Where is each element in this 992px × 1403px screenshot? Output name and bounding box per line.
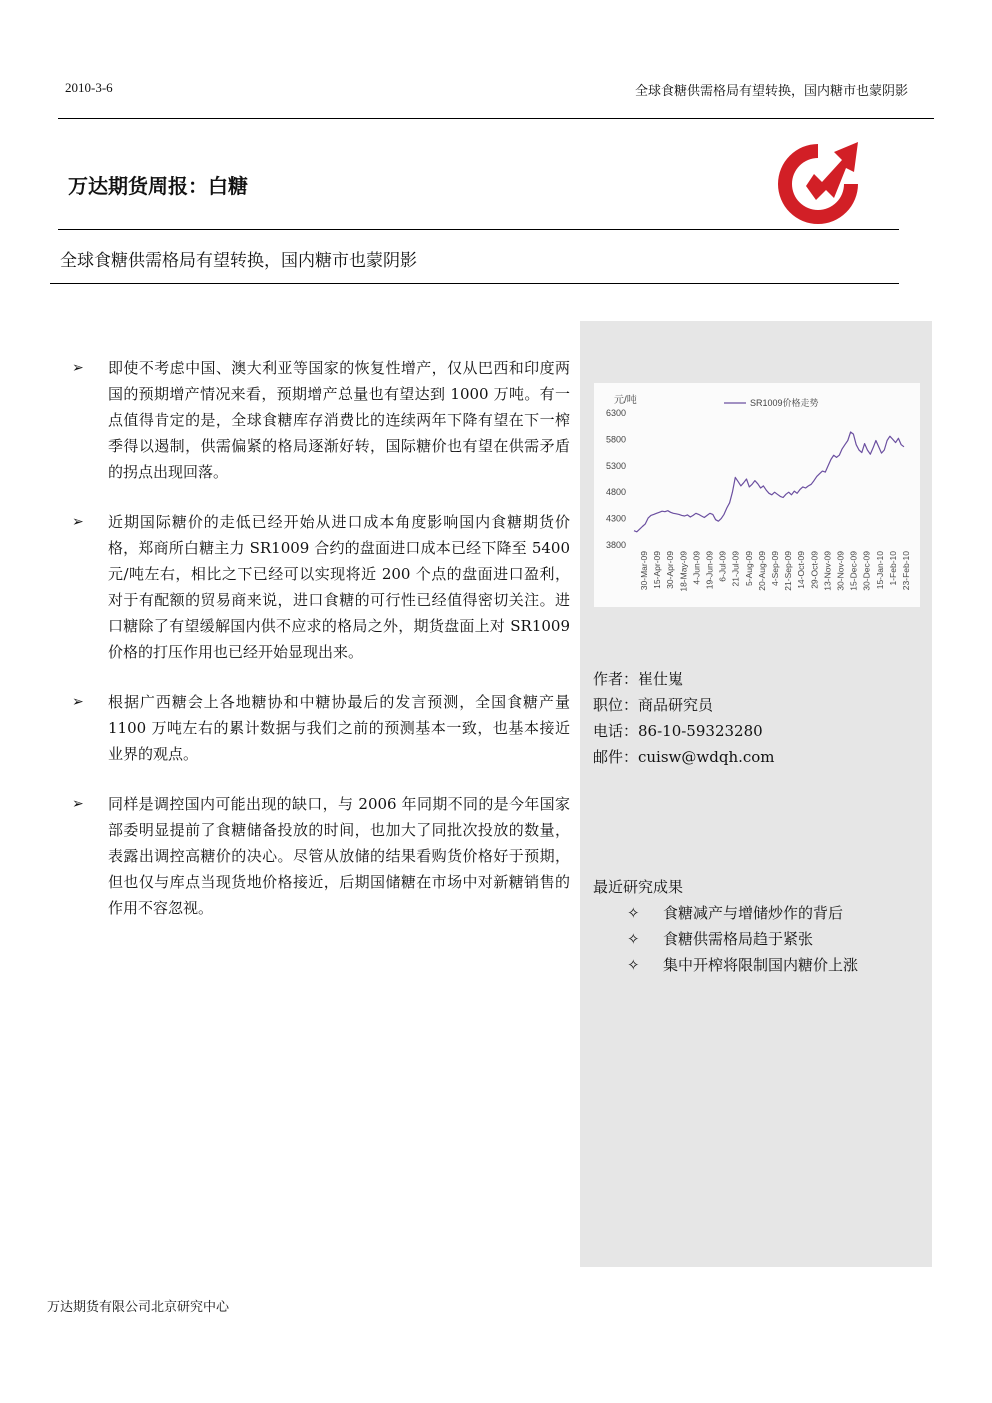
series-line-sr1009	[634, 432, 904, 532]
x-tick-label: 29-Oct-09	[809, 551, 820, 589]
document-title: 万达期货周报：白糖	[68, 174, 248, 198]
wanda-futures-logo	[772, 138, 864, 228]
x-tick-label: 30-Mar-09	[639, 551, 649, 591]
author-name: 作者：崔仕嵬	[593, 670, 684, 688]
bullet-text: 根据广西糖会上各地糖协和中糖协最后的发言预测，全国食糖产量 1100 万吨左右的累计数据与我们之前的预测基本一致，也基本接近业界的观点。	[108, 693, 570, 763]
bullet-item	[70, 509, 570, 665]
x-tick-label: 15-Jan-10	[874, 551, 885, 590]
x-tick-label: 4-Sep-09	[770, 551, 780, 586]
recent-research-heading: 最近研究成果	[593, 878, 684, 896]
price-chart	[594, 383, 920, 607]
arrow-bullet-icon: ➢	[72, 694, 84, 710]
y-tick-label: 5800	[605, 434, 626, 445]
author-info	[593, 666, 775, 770]
arrow-bullet-icon: ➢	[72, 360, 84, 376]
author-phone: 电话：86-10-59323280	[593, 722, 763, 740]
recent-research-item	[593, 926, 858, 952]
x-tick-label: 21-Sep-09	[783, 551, 794, 591]
recent-research-item	[593, 952, 858, 978]
x-tick-label: 30-Apr-09	[665, 551, 676, 589]
x-tick-label: 30-Nov-09	[835, 551, 846, 591]
subtitle: 全球食糖供需格局有望转换，国内糖市也蒙阴影	[60, 251, 417, 271]
header-date: 2010-3-6	[65, 80, 113, 95]
author-position: 职位：商品研究员	[593, 696, 714, 714]
x-tick-label: 23-Feb-10	[901, 551, 911, 591]
recent-research	[593, 874, 858, 978]
x-tick-label: 19-Jun-09	[704, 551, 715, 590]
footer-company: 万达期货有限公司北京研究中心	[47, 1300, 230, 1315]
x-tick-label: 5-Aug-09	[743, 551, 754, 586]
bullet-item	[70, 355, 570, 485]
diamond-bullet-icon: ✧	[627, 930, 640, 948]
bullet-item	[70, 689, 570, 767]
header-title: 全球食糖供需格局有望转换，国内糖市也蒙阴影	[634, 84, 908, 99]
x-tick-label: 14-Oct-09	[796, 551, 807, 589]
x-tick-label: 15-Dec-09	[848, 551, 859, 591]
bullet-list	[70, 355, 570, 945]
bullet-text: 即使不考虑中国、澳大利亚等国家的恢复性增产，仅从巴西和印度两国的预期增产情况来看，预期增产总量也有望达到 1000 万吨。有一点值得肯定的是，全球食糖库存消费比的连续两年下降有望在下一榨季得以遏制，供需偏紧的格局逐渐好转，国际糖价也有望在供需矛盾的拐点出现回落。	[108, 359, 570, 481]
diamond-bullet-icon: ✧	[627, 956, 640, 974]
recent-research-title: 食糖减产与增储炒作的背后	[663, 904, 844, 922]
y-tick-label: 4800	[605, 487, 626, 498]
diamond-bullet-icon: ✧	[627, 904, 640, 922]
x-tick-label: 1-Feb-10	[887, 551, 898, 586]
bullet-item	[70, 791, 570, 921]
x-tick-label: 20-Aug-09	[756, 551, 767, 591]
price-chart-svg	[594, 383, 920, 607]
header-divider	[58, 118, 934, 119]
x-tick-label: 6-Jul-09	[717, 551, 728, 582]
arrow-bullet-icon: ➢	[72, 796, 84, 812]
recent-research-title: 食糖供需格局趋于紧张	[663, 930, 814, 948]
x-tick-label: 18-May-09	[678, 551, 689, 592]
y-tick-label: 3800	[605, 540, 626, 550]
bullet-text: 近期国际糖价的走低已经开始从进口成本角度影响国内食糖期货价格，郑商所白糖主力 SR1009 合约的盘面进口成本已经下降至 5400 元/吨左右，相比之下已经可以实现将近 200 个点的盘面进口盈利，对于有配额的贸易商来说，进口食糖的可行性已经值得密切关注。进口糖除了有望缓解国内供不应求的格局之外，期货盘面上对 SR1009 价格的打压作用也已经开始显现出来。	[108, 513, 570, 661]
x-tick-label: 30-Dec-09	[861, 551, 872, 591]
x-tick-label: 15-Apr-09	[652, 551, 663, 589]
author-email: 邮件：cuisw@wdqh.com	[593, 748, 775, 766]
x-tick-label: 4-Jun-09	[691, 551, 702, 585]
y-axis-unit-label: 元/吨	[614, 395, 637, 406]
subtitle-divider	[50, 283, 899, 284]
bullet-text: 同样是调控国内可能出现的缺口，与 2006 年同期不同的是今年国家部委明显提前了食糖储备投放的时间，也加大了同批次投放的数量，表露出调控高糖价的决心。尽管从放储的结果看购货价格好于预期，但也仅与库点当现货地价格接近，后期国储糖在市场中对新糖销售的作用不容忽视。	[108, 795, 570, 917]
arrow-bullet-icon: ➢	[72, 514, 84, 530]
y-tick-label: 6300	[605, 408, 626, 418]
legend-label: SR1009价格走势	[750, 398, 819, 408]
recent-research-item	[593, 900, 858, 926]
title-divider	[58, 229, 899, 230]
x-tick-label: 21-Jul-09	[730, 551, 741, 587]
recent-research-title: 集中开榨将限制国内糖价上涨	[663, 956, 859, 974]
x-tick-label: 13-Nov-09	[822, 551, 833, 591]
y-tick-label: 4300	[605, 513, 626, 524]
y-tick-label: 5300	[605, 460, 626, 471]
